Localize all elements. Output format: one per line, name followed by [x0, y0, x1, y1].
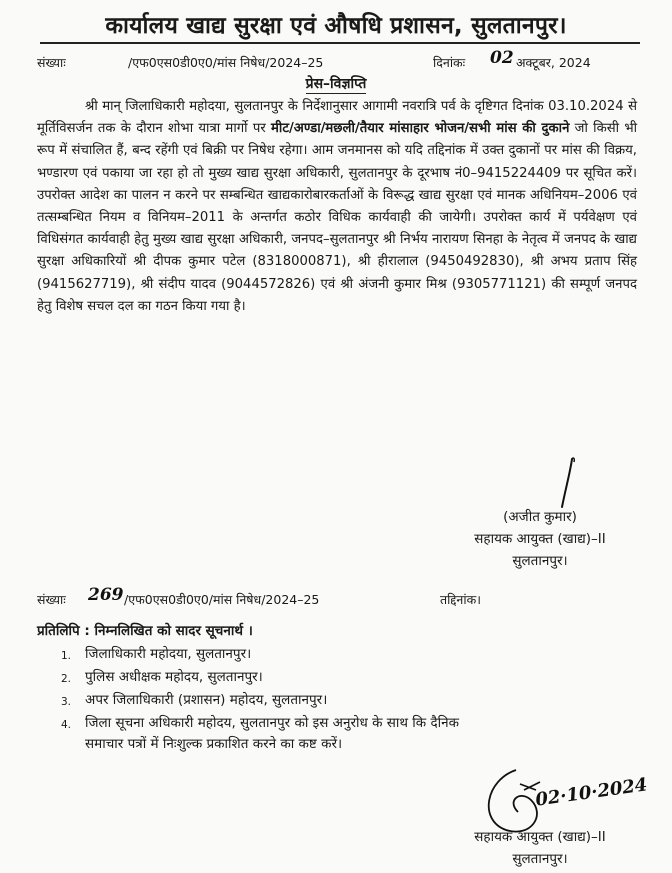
list-item-number: 2.: [60, 673, 71, 685]
title-underline: [40, 42, 640, 44]
list-item-number: 1.: [60, 650, 71, 662]
reference2-number: /एफ0एस0डी0ए0/मांस निषेध/2024–25: [124, 592, 320, 607]
date-rest: अक्टूबर, 2024: [516, 55, 591, 70]
list-item: [37, 690, 637, 713]
reference-label: संख्याः: [37, 55, 66, 70]
list-item-number: 3.: [60, 696, 71, 708]
reference2-date: तद्दिनांक।: [440, 592, 481, 607]
list-item: [37, 644, 637, 667]
list-item-text: जिलाधिकारी महोदया, सुलतानपुर।: [85, 646, 252, 662]
handwritten-dispatch-number: 269: [88, 585, 124, 605]
reference-number: /एफ0एस0डी0ए0/मांस निषेध/2024–25: [128, 55, 324, 70]
list-item-text: अपर जिलाधिकारी (प्रशासन) महोदय, सुलतानपुर।: [85, 692, 328, 708]
signatory2-block: [430, 826, 650, 870]
signatory2-place: सुलतानपुर।: [512, 851, 568, 867]
list-item-text: जिला सूचना अधिकारी महोदय, सुलतानपुर को इस अनुरोध के साथ कि दैनिक समाचार पत्रों में निःशुल्क प्रकाशित करने का कष्ट करें।: [85, 715, 459, 752]
handwritten-signature-date: 02·10·2024: [534, 774, 649, 811]
press-release-heading-text: प्रेस–विज्ञप्ति: [305, 76, 367, 92]
office-title: कार्यालय खाद्य सुरक्षा एवं औषधि प्रशासन, सुलतानपुर।: [105, 13, 567, 39]
signatory-place: सुलतानपुर।: [512, 553, 568, 569]
signatory-name: (अजीत कुमार): [503, 509, 577, 525]
press-release-heading: [0, 74, 672, 93]
press-release-body: [37, 96, 637, 318]
signatory-block: [430, 506, 650, 572]
body-part1: श्री मान् जिलाधिकारी महोदया, सुलतानपुर के निर्देशानुसार आगामी नवरात्रि पर्व के दृष्टिगत दिनांक 03.10.2024 से मूर्तिविसर्जन तक के दौरान शोभा यात्रा मार्गो पर: [37, 99, 637, 137]
reference2-label: संख्याः: [37, 592, 66, 607]
list-item-number: 4.: [60, 719, 71, 731]
list-item: [37, 667, 637, 690]
handwritten-day: 02: [490, 48, 514, 68]
list-item-text: पुलिस अधीक्षक महोदय, सुलतानपुर।: [85, 669, 263, 685]
body-bold-part: मीट/अण्डा/मछली/तैयार मांसाहार भोजन/सभी मांस की दुकाने: [271, 121, 570, 137]
signatory2-designation: सहायक आयुक्त (खाद्य)–II: [474, 829, 606, 845]
signatory-designation: सहायक आयुक्त (खाद्य)–II: [474, 531, 606, 547]
date-label: दिनांकः: [433, 55, 466, 70]
body-part2: जो किसी भी रूप में संचालित हैं, बन्द रहेंगी एवं बिक्री पर निषेध रहेगा। आम जनमानस को यदि तद्दिनांक में उक्त दुकानों पर मांस की विक्रय, भण्डारण एवं पकाया जा रहा हो तो मुख्य खाद्य सुरक्षा अधिकारी, सुलतानपुर के दूरभाष नं0–9415224409 पर सूचित करें। उपरोक्त आदेश का पालन न करने पर सम्बन्धित खाद्यकारोबारकर्ताओं के विरूद्ध खाद्य सुरक्षा एवं मानक अधिनियम–2006 एवं तत्सम्बन्धित नियम व विनियम–2011 के अन्तर्गत कठोर विधिक कार्यवाही की जायेगी। उपरोक्त कार्य में पर्यवेक्षण एवं विधिसंगत कार्यवाही हेतु मुख्य खाद्य सुरक्षा अधिकारी, जनपद–सुलतानपुर श्री निर्भय नारायण सिनहा के नेतृत्व में जनपद के खाद्य सुरक्षा अधिकारियों श्री दीपक कुमार पटेल (8318000871), श्री हीरालाल (9450492830), श्री अभय प्रताप सिंह (9415627719), श्री संदीप यादव (9044572826) एवं श्री अंजनी कुमार मिश्र (9305771121) की सम्पूर्ण जनपद हेतु विशेष सचल दल का गठन किया गया है।: [37, 121, 637, 314]
copy-to-heading: प्रतिलिपि : निम्नलिखित को सादर सूचनार्थ ।: [37, 623, 253, 639]
list-item: [37, 713, 637, 755]
copy-to-list: [37, 644, 637, 755]
